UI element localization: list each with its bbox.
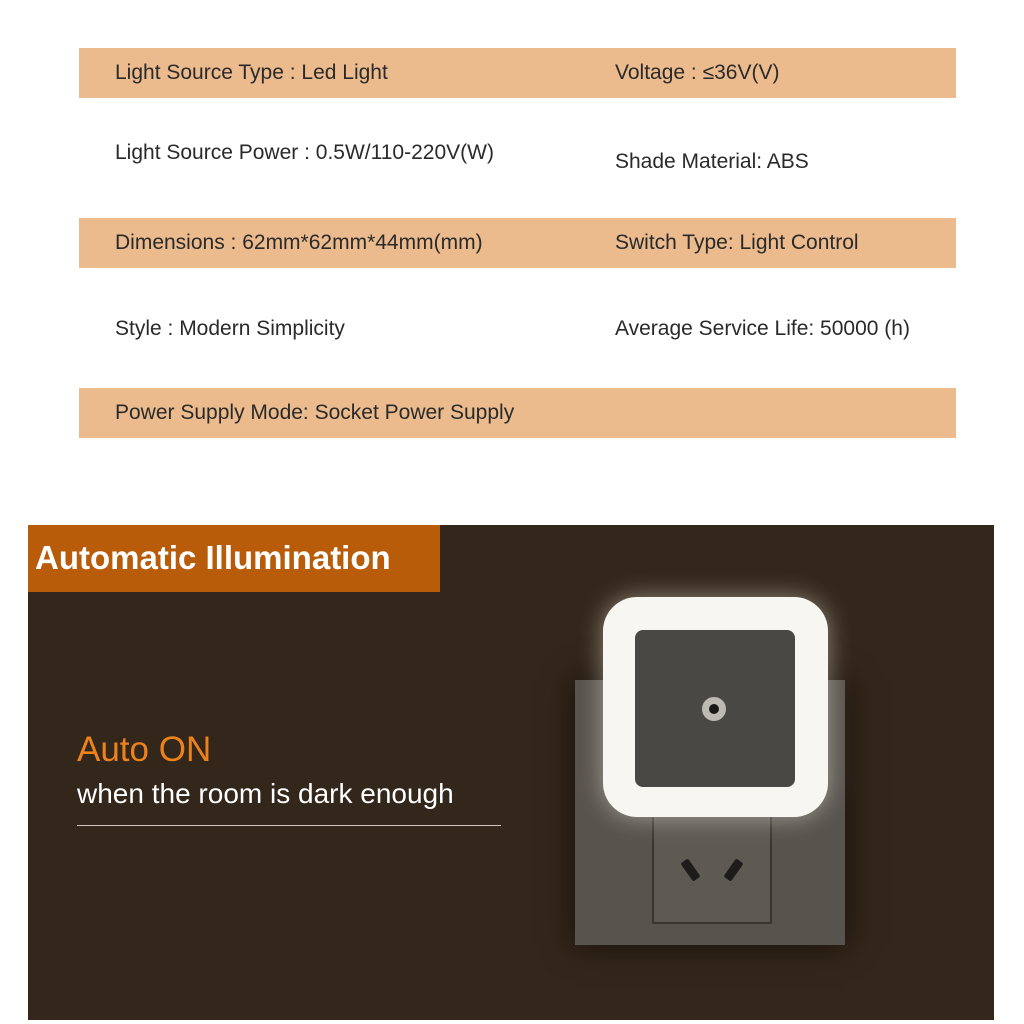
spec-shade-material: Shade Material: ABS xyxy=(615,150,809,173)
spec-switch-type: Switch Type: Light Control xyxy=(615,231,859,254)
night-light-image xyxy=(603,597,828,817)
spec-service-life: Average Service Life: 50000 (h) xyxy=(615,317,910,340)
power-socket-image xyxy=(652,815,772,924)
spec-row xyxy=(79,48,956,98)
spec-row xyxy=(79,388,956,438)
feature-subtitle: when the room is dark enough xyxy=(77,778,454,809)
spec-row xyxy=(79,304,956,354)
feature-panel xyxy=(28,525,994,1020)
light-sensor-icon xyxy=(702,697,726,721)
feature-headline: Auto ON xyxy=(77,730,212,769)
spec-row xyxy=(79,133,956,183)
spec-row xyxy=(79,218,956,268)
socket-pin xyxy=(681,858,701,881)
socket-pin xyxy=(724,858,744,881)
feature-title-band xyxy=(28,525,440,592)
spec-light-source-power: Light Source Power : 0.5W/110-220V(W) xyxy=(115,141,494,164)
feature-title: Automatic Illumination xyxy=(35,539,391,576)
spec-dimensions: Dimensions : 62mm*62mm*44mm(mm) xyxy=(115,231,483,254)
spec-power-supply-mode: Power Supply Mode: Socket Power Supply xyxy=(115,401,515,424)
divider xyxy=(77,825,501,826)
spec-voltage: Voltage : ≤36V(V) xyxy=(615,61,780,84)
spec-light-source-type: Light Source Type : Led Light xyxy=(115,61,388,84)
spec-style: Style : Modern Simplicity xyxy=(115,317,345,340)
night-light-face xyxy=(635,630,795,787)
